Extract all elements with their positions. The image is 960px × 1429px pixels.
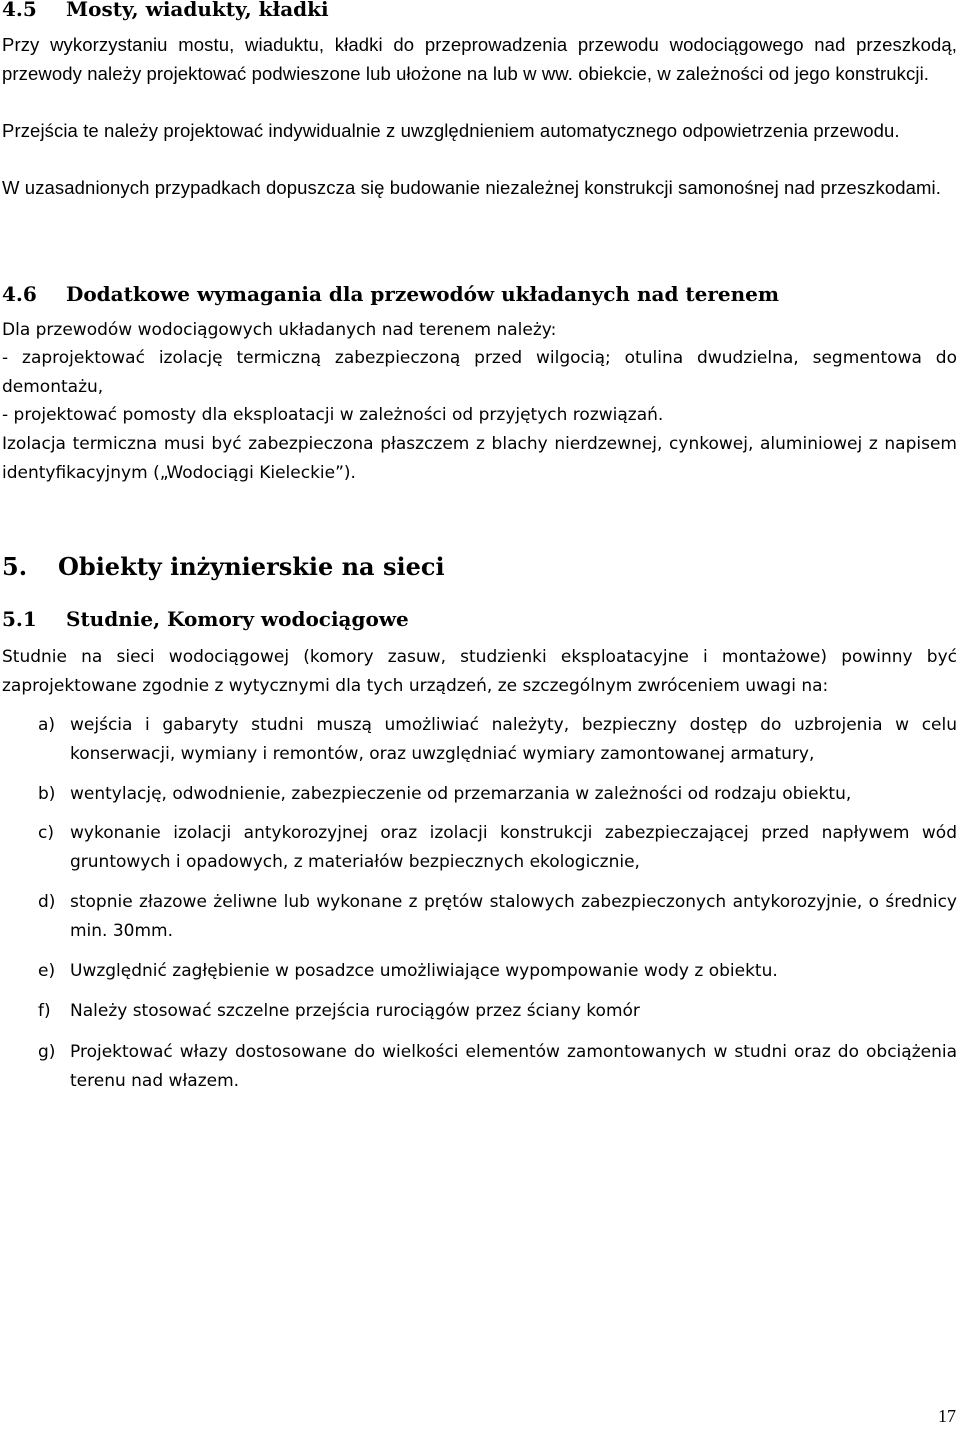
list-text: wentylację, odwodnienie, zabezpieczenie od przemarzania w zależności od rodzaju obiektu,	[70, 784, 852, 804]
section-title: Mosty, wiadukty, kładki	[66, 0, 329, 21]
section-number: 4.6	[2, 282, 37, 306]
list-item	[38, 957, 957, 986]
list-item	[38, 997, 957, 1026]
list-label: d)	[38, 892, 56, 912]
list-label: a)	[38, 715, 56, 735]
list-item	[38, 1038, 957, 1096]
list-text: wykonanie izolacji antykorozyjnej oraz izolacji konstrukcji zabezpieczającej przed napływem wód gruntowych i opadowych, z materiałów bezpiecznych ekologicznie,	[70, 823, 957, 872]
paragraph: Dla przewodów wodociągowych układanych nad terenem należy:	[2, 320, 557, 340]
section-number: 4.5	[2, 0, 37, 21]
list-text: stopnie złazowe żeliwne lub wykonane z prętów stalowych zabezpieczonych antykorozyjnie, o średnicy min. 30mm.	[70, 892, 957, 941]
list-item: - zaprojektować izolację termiczną zabezpieczoną przed wilgocią; otulina dwudzielna, segmentowa do demontażu,	[2, 348, 957, 397]
paragraph: W uzasadnionych przypadkach dopuszcza się budowanie niezależnej konstrukcji samonośnej nad przeszkodami.	[2, 177, 941, 198]
list-item	[38, 819, 957, 877]
paragraph: Izolacja termiczna musi być zabezpieczona płaszczem z blachy nierdzewnej, cynkowej, aluminiowej z napisem identyfikacyjnym („Wodociągi Kieleckie”).	[2, 434, 957, 483]
list-item	[38, 780, 957, 809]
section-4-5-heading	[2, 0, 329, 21]
list-item: - projektować pomosty dla eksploatacji w zależności od przyjętych rozwiązań.	[2, 405, 664, 425]
list-text: wejścia i gabaryty studni muszą umożliwiać należyty, bezpieczny dostęp do uzbrojenia w celu konserwacji, wymiany i remontów, oraz uwzględniać wymiary zamontowanej armatury,	[70, 715, 957, 764]
list-label: b)	[38, 784, 56, 804]
list-item	[38, 888, 957, 946]
chapter-5-heading	[2, 552, 445, 581]
section-4-6-heading	[2, 282, 779, 306]
section-title: Studnie, Komory wodociągowe	[66, 607, 409, 631]
list-text: Projektować włazy dostosowane do wielkości elementów zamontowanych w studni oraz do obciążenia terenu nad włazem.	[70, 1042, 957, 1091]
list-item	[38, 711, 957, 769]
chapter-title: Obiekty inżynierskie na sieci	[58, 552, 445, 581]
chapter-number: 5.	[2, 552, 28, 581]
list-label: g)	[38, 1042, 56, 1062]
section-5-1-heading	[2, 607, 409, 631]
list-label: c)	[38, 823, 54, 843]
page-number: 17	[938, 1406, 956, 1426]
section-number: 5.1	[2, 607, 37, 631]
list-text: Należy stosować szczelne przejścia rurociągów przez ściany komór	[70, 1001, 640, 1021]
paragraph: Przejścia te należy projektować indywidualnie z uwzględnieniem automatycznego odpowietrzenia przewodu.	[2, 120, 900, 141]
paragraph: Studnie na sieci wodociągowej (komory zasuw, studzienki eksploatacyjne i montażowe) powinny być zaprojektowane zgodnie z wytycznymi dla tych urządzeń, ze szczególnym zwróceniem uwagi na:	[2, 647, 957, 696]
list-label: e)	[38, 961, 56, 981]
section-title: Dodatkowe wymagania dla przewodów układanych nad terenem	[66, 282, 780, 306]
list-text: Uwzględnić zagłębienie w posadzce umożliwiające wypompowanie wody z obiektu.	[70, 961, 778, 981]
paragraph: Przy wykorzystaniu mostu, wiaduktu, kładki do przeprowadzenia przewodu wodociągowego nad przeszkodą, przewody należy projektować podwieszone lub ułożone na lub w ww. obiekcie, w zależności od jego konstrukcji.	[2, 34, 957, 84]
list-label: f)	[38, 1001, 51, 1021]
